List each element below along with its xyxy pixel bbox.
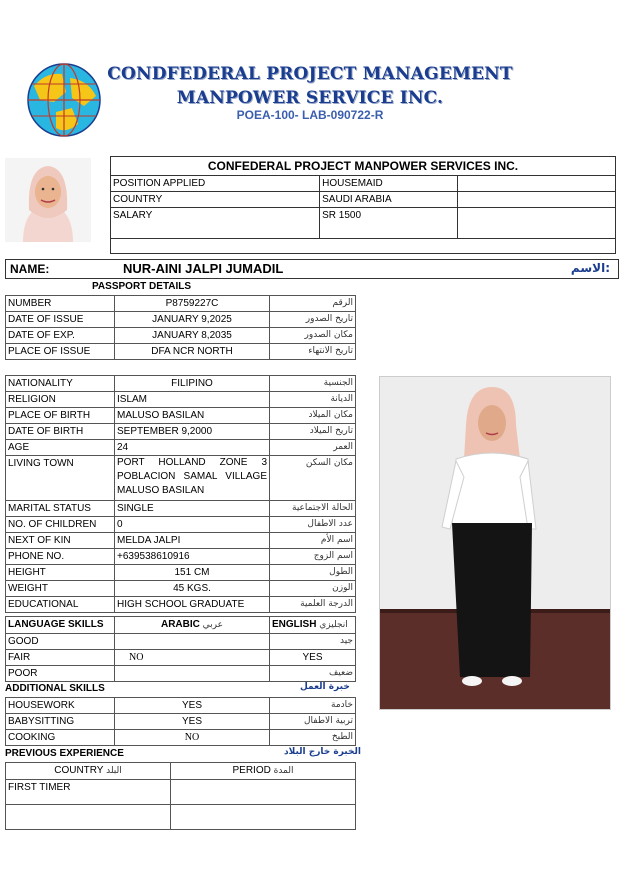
table-row: [6, 376, 356, 392]
company-name-line2: MANPOWER SERVICE INC.: [176, 88, 444, 108]
marital-status-value: SINGLE: [115, 501, 270, 517]
english-col-label: ENGLISH: [272, 619, 317, 630]
name-label-arabic: الاسم:: [570, 261, 610, 275]
age-value: 24: [115, 440, 270, 456]
issue-date-value: JANUARY 9,2025: [115, 312, 270, 328]
babysitting-value: YES: [115, 714, 270, 730]
good-arabic: [115, 634, 270, 650]
housework-ar: خادمة: [270, 698, 356, 714]
period-col-label: PERIOD: [232, 765, 271, 776]
next-of-kin-label: NEXT OF KIN: [6, 533, 115, 549]
passport-table: [5, 295, 356, 360]
table-row: [6, 533, 356, 549]
passport-section-title: PASSPORT DETAILS: [92, 281, 192, 292]
table-row: [6, 392, 356, 408]
table-row: [6, 501, 356, 517]
phone-ar: اسم الزوج: [270, 549, 356, 565]
table-row: [6, 666, 356, 682]
next-of-kin-value: MELDA JALPI: [115, 533, 270, 549]
table-row: [111, 176, 616, 192]
birthplace-ar: مكان الميلاد: [270, 408, 356, 424]
table-row: [6, 597, 356, 613]
height-label: HEIGHT: [6, 565, 115, 581]
experience-period: [171, 805, 356, 830]
nationality-label: NATIONALITY: [6, 376, 115, 392]
additional-skills-title: ADDITIONAL SKILLS: [5, 683, 105, 694]
country-col-label: COUNTRY: [54, 765, 104, 776]
cooking-label: COOKING: [6, 730, 115, 746]
experience-table: [5, 762, 356, 830]
passport-number-value: P8759227C: [115, 296, 270, 312]
experience-title-ar: الخبرة خارج البلاد: [284, 747, 361, 757]
children-ar: عدد الاطفال: [270, 517, 356, 533]
marital-status-label: MARITAL STATUS: [6, 501, 115, 517]
good-ar: جيد: [270, 634, 356, 650]
weight-value: 45 KGS.: [115, 581, 270, 597]
applicant-full-body-photo: [379, 376, 611, 710]
issue-date-label: DATE OF ISSUE: [6, 312, 115, 328]
table-row: [6, 617, 356, 634]
license-number: POEA-100- LAB-090722-R: [236, 108, 384, 122]
table-row: [6, 456, 356, 501]
table-row: [6, 408, 356, 424]
table-row: [6, 344, 356, 360]
position-label: POSITION APPLIED: [111, 176, 320, 192]
weight-label: WEIGHT: [6, 581, 115, 597]
height-ar: الطول: [270, 565, 356, 581]
language-section-title: LANGUAGE SKILLS: [6, 617, 115, 634]
exp-date-label: DATE OF EXP.: [6, 328, 115, 344]
period-col-ar: المدة: [273, 766, 294, 776]
good-label: GOOD: [6, 634, 115, 650]
arabic-col-label: ARABIC: [160, 619, 200, 630]
poor-ar: ضعيف: [270, 666, 356, 682]
country-col-ar: البلد: [106, 766, 122, 776]
fair-label: FAIR: [6, 650, 115, 666]
religion-value: ISLAM: [115, 392, 270, 408]
experience-country: [6, 805, 171, 830]
table-row: [6, 634, 356, 650]
experience-title: PREVIOUS EXPERIENCE: [5, 748, 124, 759]
experience-country: FIRST TIMER: [6, 780, 171, 805]
marital-status-ar: الحالة الاجتماعية: [270, 501, 356, 517]
age-ar: العمر: [270, 440, 356, 456]
living-town-value: PORT HOLLAND ZONE 3 POBLACION SAMAL VILLAGE MALUSO BASILAN: [115, 456, 270, 501]
table-row: [6, 296, 356, 312]
phone-label: PHONE NO.: [6, 549, 115, 565]
birthdate-label: DATE OF BIRTH: [6, 424, 115, 440]
cooking-value: NO: [115, 730, 270, 746]
table-row: [6, 565, 356, 581]
experience-period: [171, 780, 356, 805]
housework-value: YES: [115, 698, 270, 714]
children-label: NO. OF CHILDREN: [6, 517, 115, 533]
issue-place-value: DFA NCR NORTH: [115, 344, 270, 360]
issue-place-label: PLACE OF ISSUE: [6, 344, 115, 360]
table-row: [6, 581, 356, 597]
language-skills-table: [5, 616, 356, 682]
table-row: [6, 424, 356, 440]
nationality-ar: الجنسية: [270, 376, 356, 392]
exp-date-ar: مكان الصدور: [270, 328, 356, 344]
living-town-ar: مكان السكن: [270, 456, 356, 501]
table-row: [6, 440, 356, 456]
table-row: [6, 730, 356, 746]
english-col-ar: انجليزي: [319, 620, 348, 630]
living-town-label: LIVING TOWN: [6, 456, 115, 501]
babysitting-ar: تربية الاطفال: [270, 714, 356, 730]
age-label: AGE: [6, 440, 115, 456]
religion-label: RELIGION: [6, 392, 115, 408]
issue-place-ar: تاريخ الانتهاء: [270, 344, 356, 360]
nationality-value: FILIPINO: [115, 376, 270, 392]
table-row: [6, 805, 356, 830]
personal-details-table: [5, 375, 356, 613]
cooking-ar: الطبخ: [270, 730, 356, 746]
next-of-kin-ar: اسم الأم: [270, 533, 356, 549]
table-row: [6, 714, 356, 730]
fair-arabic: NO: [115, 650, 270, 666]
country-value: SAUDI ARABIA: [320, 192, 458, 208]
applicant-portrait-photo: [5, 158, 91, 242]
birthdate-ar: تاريخ الميلاد: [270, 424, 356, 440]
education-value: HIGH SCHOOL GRADUATE: [115, 597, 270, 613]
table-row: [6, 549, 356, 565]
name-label: NAME:: [10, 262, 50, 276]
company-logo-globe-icon: [26, 62, 102, 138]
height-value: 151 CM: [115, 565, 270, 581]
passport-number-label: NUMBER: [6, 296, 115, 312]
agency-info-table: [110, 156, 616, 254]
education-label: EDUCATIONAL: [6, 597, 115, 613]
religion-ar: الديانة: [270, 392, 356, 408]
poor-arabic: [115, 666, 270, 682]
table-row: [111, 192, 616, 208]
fair-english: YES: [270, 650, 356, 666]
table-row: [6, 650, 356, 666]
table-row: [6, 763, 356, 780]
birthplace-value: MALUSO BASILAN: [115, 408, 270, 424]
table-row: [6, 328, 356, 344]
arabic-col-ar: عربي: [202, 620, 223, 630]
additional-skills-title-ar: خبرة العمل: [300, 682, 350, 692]
exp-date-value: JANUARY 8,2035: [115, 328, 270, 344]
table-row: [6, 517, 356, 533]
applicant-name: NUR-AINI JALPI JUMADIL: [123, 261, 284, 276]
weight-ar: الوزن: [270, 581, 356, 597]
phone-value: +639538610916: [115, 549, 270, 565]
name-row: [5, 259, 619, 279]
passport-number-ar: الرقم: [270, 296, 356, 312]
additional-skills-table: [5, 697, 356, 746]
table-row: [111, 208, 616, 239]
position-value: HOUSEMAID: [320, 176, 458, 192]
company-name-line1: CONDFEDERAL PROJECT MANAGEMENT: [107, 64, 513, 84]
birthdate-value: SEPTEMBER 9,2000: [115, 424, 270, 440]
birthplace-label: PLACE OF BIRTH: [6, 408, 115, 424]
table-row: [6, 312, 356, 328]
children-value: 0: [115, 517, 270, 533]
housework-label: HOUSEWORK: [6, 698, 115, 714]
salary-value: SR 1500: [320, 208, 458, 239]
issue-date-ar: تاريخ الصدور: [270, 312, 356, 328]
table-row: [6, 780, 356, 805]
agency-title: CONFEDERAL PROJECT MANPOWER SERVICES INC.: [111, 157, 616, 176]
babysitting-label: BABYSITTING: [6, 714, 115, 730]
salary-label: SALARY: [111, 208, 320, 239]
education-ar: الدرجة العلمية: [270, 597, 356, 613]
table-row: [6, 698, 356, 714]
country-label: COUNTRY: [111, 192, 320, 208]
poor-label: POOR: [6, 666, 115, 682]
